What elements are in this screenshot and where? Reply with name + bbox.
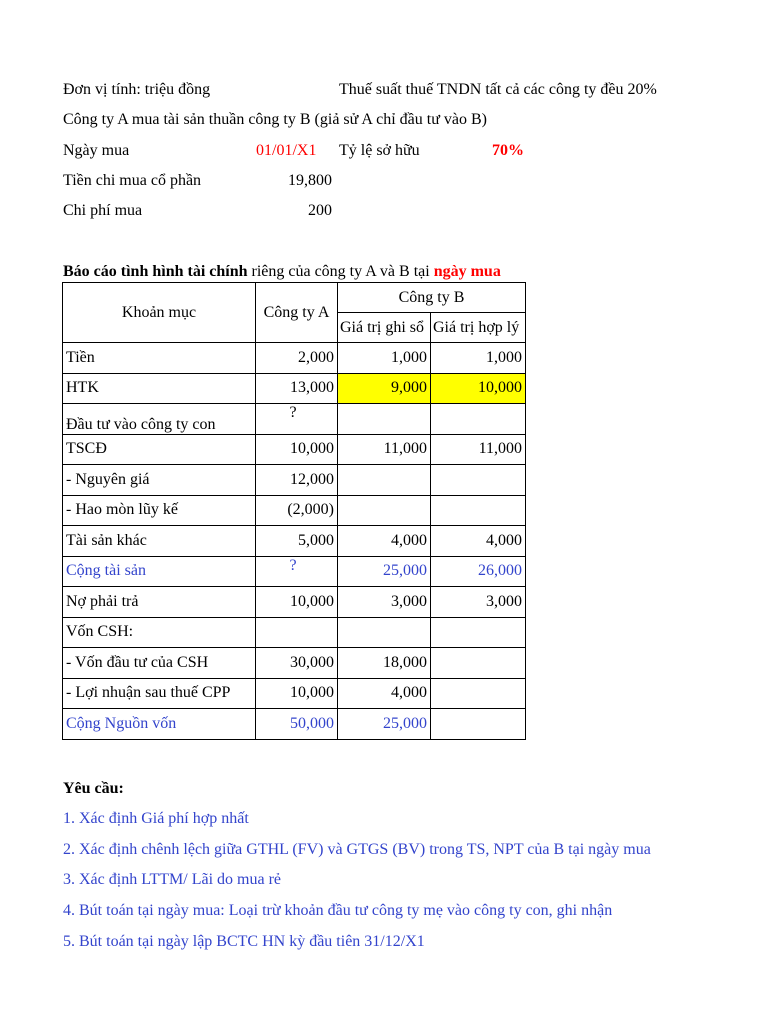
row-label: Tài sản khác [63,526,256,557]
row-company-a: 13,000 [256,373,338,404]
table-row-total-assets [63,556,526,587]
row-fair-value [431,709,526,740]
row-book-value: 4,000 [338,526,431,557]
table-row [63,587,526,618]
row-book-value: 25,000 [338,709,431,740]
row-company-a: 10,000 [256,587,338,618]
row-book-value: 3,000 [338,587,431,618]
row-company-a: 2,000 [256,343,338,374]
header-item: Khoản mục [63,283,256,343]
row-company-a: ? [256,556,338,587]
row-book-value [338,617,431,648]
table-header-row [63,283,526,313]
row-fair-value [431,678,526,709]
requirements-title: Yêu cầu: [63,780,124,797]
table-row [63,373,526,404]
purchase-date-value: 01/01/X1 [256,142,317,159]
table-row [63,617,526,648]
table-row [63,648,526,679]
row-book-value: 25,000 [338,556,431,587]
table-row [63,678,526,709]
row-book-value: 11,000 [338,434,431,465]
row-fair-value [431,617,526,648]
row-company-a: (2,000) [256,495,338,526]
row-company-a: 50,000 [256,709,338,740]
table-row [63,465,526,496]
requirement-item: 2. Xác định chênh lệch giữa GTHL (FV) và GTGS (BV) trong TS, NPT của B tại ngày mua [63,841,651,858]
requirement-item: 3. Xác định LTTM/ Lãi do mua rẻ [63,871,282,888]
table-row [63,526,526,557]
row-company-a: 30,000 [256,648,338,679]
table-row-total-equity [63,709,526,740]
row-book-value [338,495,431,526]
report-title-bold: Báo cáo tình hình tài chính [63,263,248,280]
row-label: - Vốn đầu tư của CSH [63,648,256,679]
row-label: - Nguyên giá [63,465,256,496]
ownership-label: Tỷ lệ sở hữu [339,142,420,159]
row-fair-value: 3,000 [431,587,526,618]
table-row [63,495,526,526]
row-book-value [338,465,431,496]
cost-value: 200 [308,202,332,219]
row-label: - Hao mòn lũy kế [63,495,256,526]
report-title [63,262,501,282]
row-fair-value [431,465,526,496]
row-book-value: 18,000 [338,648,431,679]
cost-label: Chi phí mua [63,202,143,219]
row-fair-value [431,404,526,435]
row-label: Nợ phải trả [63,587,256,618]
unit-note: Đơn vị tính: triệu đồng [63,81,211,98]
row-company-a: 10,000 [256,434,338,465]
row-book-value: 1,000 [338,343,431,374]
row-label: TSCĐ [63,434,256,465]
header-company-b: Công ty B [338,283,526,313]
header-fair-value: Giá trị hợp lý [431,313,526,343]
row-company-a: 5,000 [256,526,338,557]
cash-label: Tiền chi mua cổ phần [63,172,202,189]
row-fair-value: 26,000 [431,556,526,587]
header-book-value: Giá trị ghi sổ [338,313,431,343]
row-label: Cộng Nguồn vốn [63,709,256,740]
row-company-a: 10,000 [256,678,338,709]
cash-value: 19,800 [288,172,332,189]
row-company-a: 12,000 [256,465,338,496]
requirement-item: 4. Bút toán tại ngày mua: Loại trừ khoản đầu tư công ty mẹ vào công ty con, ghi nhận [63,902,613,919]
row-label: Cộng tài sản [63,556,256,587]
balance-sheet-table [62,282,526,740]
ownership-value: 70% [492,142,524,159]
table-row [63,404,526,435]
tax-note: Thuế suất thuế TNDN tất cả các công ty đều 20% [339,81,657,98]
header-company-a: Công ty A [256,283,338,343]
row-fair-value [431,648,526,679]
row-book-value: 9,000 [338,373,431,404]
row-fair-value: 1,000 [431,343,526,374]
purchase-date-label: Ngày mua [63,142,130,159]
row-fair-value: 10,000 [431,373,526,404]
table-row [63,343,526,374]
requirement-item: 1. Xác định Giá phí hợp nhất [63,810,249,827]
row-fair-value [431,495,526,526]
row-book-value [338,404,431,435]
purchase-note: Công ty A mua tài sản thuần công ty B (giả sử A chỉ đầu tư vào B) [63,111,487,128]
row-label: - Lợi nhuận sau thuế CPP [63,678,256,709]
row-book-value: 4,000 [338,678,431,709]
table-row [63,434,526,465]
row-label: HTK [63,373,256,404]
row-company-a [256,617,338,648]
row-label: Đầu tư vào công ty con [63,404,256,435]
row-fair-value: 4,000 [431,526,526,557]
report-title-red: ngày mua [433,263,501,280]
row-label: Vốn CSH: [63,617,256,648]
report-title-normal: riêng của công ty A và B tại [247,263,434,280]
row-company-a: ? [256,404,338,435]
row-label: Tiền [63,343,256,374]
row-fair-value: 11,000 [431,434,526,465]
requirement-item: 5. Bút toán tại ngày lập BCTC HN kỳ đầu tiên 31/12/X1 [63,933,425,950]
